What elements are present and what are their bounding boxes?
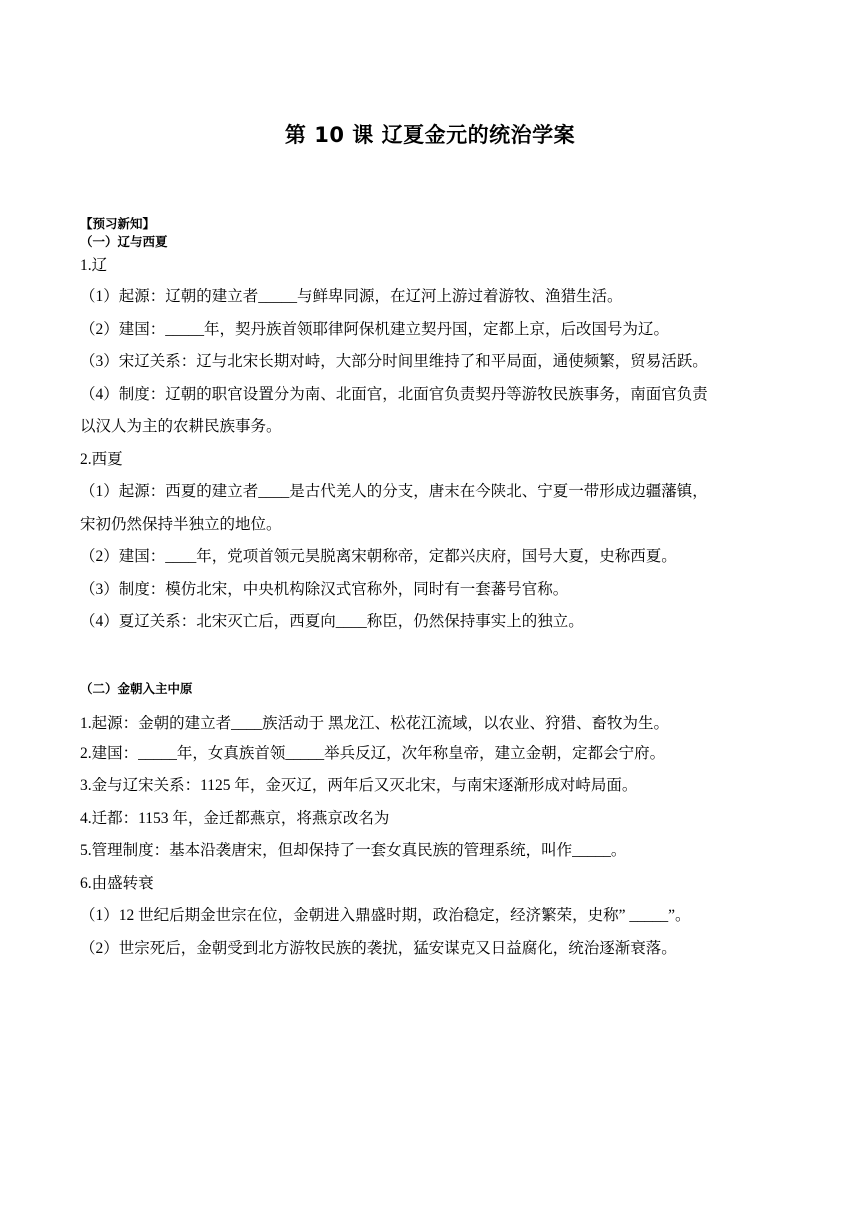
jin-item-relations: 3.金与辽宋关系：1125 年，金灭辽，两年后又灭北宋，与南宋逐渐形成对峙局面。 [80, 777, 638, 794]
document-body [80, 215, 780, 965]
jin-item-decline: （2）世宗死后，金朝受到北方游牧民族的袭扰，猛安谋克又日益腐化，统治逐渐衰落。 [80, 939, 677, 957]
section2-heading: （二）金朝入主中原 [80, 680, 193, 696]
jin-item-admin-system: 5.管理制度：基本沿袭唐宋，但却保持了一套女真民族的管理系统，叫作_____。 [80, 842, 627, 859]
jin-item-peak: （1）12 世纪后期金世宗在位，金朝进入鼎盛时期，政治稳定，经济繁荣，史称” _____”。 [80, 907, 691, 924]
xixia-item-founding: （2）建国：____年，党项首领元昊脱离宋朝称帝，定都兴庆府，国号大夏，史称西夏。 [80, 548, 677, 565]
xixia-item-origin: （1）起源：西夏的建立者____是古代羌人的分支，唐末在今陕北、宁夏一带形成边疆藩镇， [80, 483, 708, 500]
jin-item-founding: 2.建国：_____年，女真族首领_____举兵反辽，次年称皇帝，建立金朝，定都会宁府。 [80, 744, 666, 762]
jin-item-origin: 1.起源：金朝的建立者____族活动于 黑龙江、松花江流域，以农业、狩猎、畜牧为生。 [80, 714, 670, 732]
xixia-item-system: （3）制度：模仿北宋，中央机构除汉式官称外，同时有一套蕃号官称。 [80, 580, 569, 598]
xixia-item-origin-continued: 宋初仍然保持半独立的地位。 [80, 515, 282, 533]
liao-title: 1.辽 [80, 257, 108, 274]
section1-heading: （一）辽与西夏 [80, 234, 168, 249]
xixia-item-liao-relations: （4）夏辽关系：北宋灭亡后，西夏向____称臣，仍然保持事实上的独立。 [80, 613, 584, 630]
liao-item-system-continued: 以汉人为主的农耕民族事务。 [80, 418, 282, 435]
liao-item-origin: （1）起源：辽朝的建立者_____与鲜卑同源，在辽河上游过着游牧、渔猎生活。 [80, 288, 623, 305]
jin-item-capital-move: 4.迁都：1153 年，金迁都燕京，将燕京改名为 [80, 809, 390, 827]
jin-item-rise-decline: 6.由盛转衰 [80, 874, 154, 892]
preview-heading: 【预习新知】 [80, 216, 156, 231]
liao-item-system: （4）制度：辽朝的职官设置分为南、北面官，北面官负责契丹等游牧民族事务，南面官负责 [80, 385, 708, 403]
xixia-title: 2.西夏 [80, 450, 123, 468]
liao-item-founding: （2）建国：_____年，契丹族首领耶律阿保机建立契丹国，定都上京，后改国号为辽。 [80, 320, 670, 338]
page-title: 第 10 课 辽夏金元的统治学案 [284, 123, 576, 147]
liao-item-song-relations: （3）宋辽关系：辽与北宋长期对峙，大部分时间里维持了和平局面，通使频繁，贸易活跃。 [80, 353, 708, 370]
